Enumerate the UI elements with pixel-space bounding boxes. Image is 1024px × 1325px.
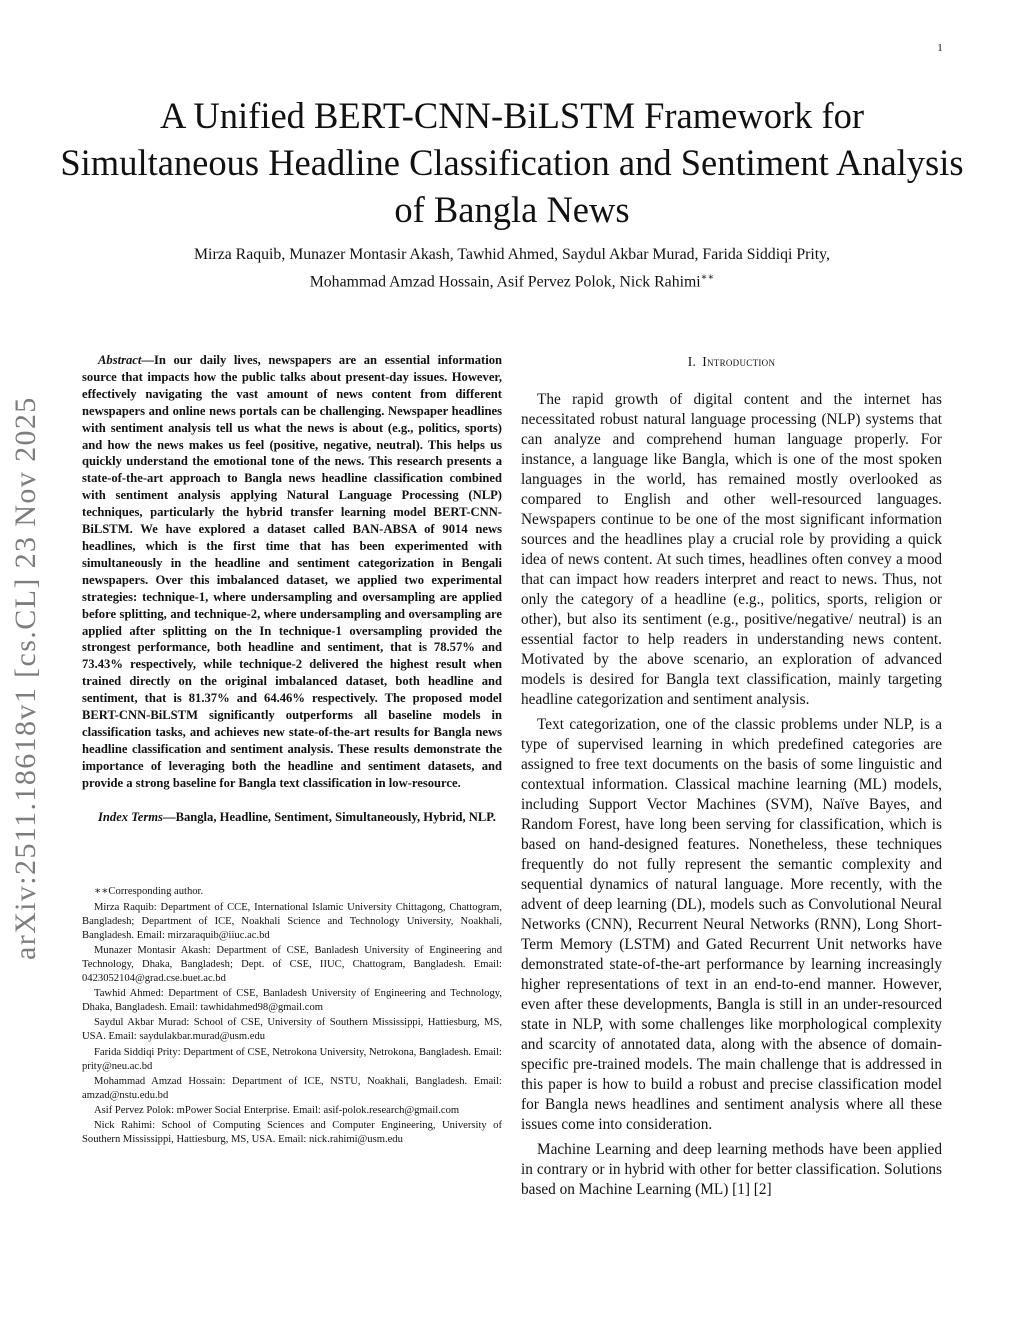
section-title: Introduction [702,354,776,369]
footnote-affiliation: Nick Rahimi: School of Computing Sciences and Computer Engineering, University of Southern Mississippi, Hattiesburg, MS, USA. Email: nick.rahimi@usm.edu [82,1119,502,1146]
intro-paragraph: Text categorization, one of the classic problems under NLP, is a type of supervised learning in which predefined categories are assigned to free text documents on the basis of some linguistic and contextual information. Classical machine learning (ML) models, including Support Vector Machines (SVM), Naïve Bayes, and Random Forest, have long been serving for classification, which is based on hand-designed features. Nonetheless, these techniques frequently do not fully represent the semantic complexity and sequential dynamics of natural language. More recently, with the advent of deep learning (DL), models such as Convolutional Neural Networks (CNN), Recurrent Neural Networks (RNN), Long Short-Term Memory (LSTM) and Gated Recurrent Unit networks have demonstrated state-of-the-art performance by learning increasingly higher representations of text in an end-to-end manner. However, even after these developments, Bangla is still in an under-resourced state in NLP, with some challenges like morphological complexity and scarcity of annotated data, along with the absence of domain-specific pre-trained models. The main challenge that is addressed in this paper is how to build a robust and precise classification model for Bangla news headlines and sentiment analysis where all these issues come into consideration. [521,716,942,1133]
index-terms-lead: Index Terms [98,809,163,824]
right-column [521,350,942,1205]
arxiv-identifier-stamp: arXiv:2511.18618v1 [cs.CL] 23 Nov 2025 [9,396,42,960]
footnote-affiliation: Saydul Akbar Murad: School of CSE, University of Southern Mississippi, Hattiesburg, MS, USA. Email: saydulakbar.murad@usm.edu [82,1017,502,1043]
section-number: I. [687,354,697,369]
section-heading-introduction [521,352,942,372]
abstract [82,352,502,792]
author-line-2-names: Mohammad Amzad Hossain, Asif Pervez Polok, Nick Rahimi [309,273,701,291]
corresponding-author-mark: ∗∗ [700,272,715,283]
footnote-affiliation: Tawhid Ahmed: Department of CSE, Banladesh University of Engineering and Technology, Dhaka, Bangladesh. Email: tawhidahmed98@gmail.com [82,988,502,1014]
footnote-affiliation: Asif Pervez Polok: mPower Social Enterprise. Email: asif-polok.research@gmail.com [94,1104,460,1116]
intro-paragraph: The rapid growth of digital content and the internet has necessitated robust natural language processing (NLP) systems that can analyze and comprehend human language properly. For instance, a language like Bangla, which is one of the most spoken languages in the world, has remained mostly overlooked as compared to English and other well-resourced languages. Newspapers continue to be one of the most significant information sources and the headlines play a crucial role by providing a quick idea of news content. At such times, headlines often convey a mood that can impact how readers interpret and react to news. Thus, not only the category of a headline (e.g., politics, sports, religion or other), but also its sentiment (e.g., positive/negative/ neutral) is an essential factor to help readers in understanding news content. Motivated by the above scenario, an exploration of advanced models is desired for Bangla text classification, mainly targeting headline categorization and sentiment analysis. [521,391,942,708]
footnote-affiliation: Mirza Raquib: Department of CCE, International Islamic University Chittagong, Chattogram, Bangladesh; Department of ICE, Noakhali Science and Technology University, Noakhali, Bangladesh. Email: mirzaraquib@iiuc.ac.bd [82,901,502,941]
index-terms [82,809,502,826]
footnote-corresponding: ∗∗Corresponding author. [94,886,204,898]
page-number: 1 [937,42,943,54]
footnote-affiliation: Munazer Montasir Akash: Department of CSE, Banladesh University of Engineering and Technology, Dhaka, Bangladesh; Dept. of CSE, IIUC, Chattogram, Bangladesh. Email: 0423052104@grad.cse.buet.ac.bd [82,944,502,985]
index-terms-text: —Bangla, Headline, Sentiment, Simultaneously, Hybrid, NLP. [162,809,496,824]
author-list [80,243,944,293]
footnote-affiliation: Mohammad Amzad Hossain: Department of ICE, NSTU, Noakhali, Bangladesh. Email: amzad@nstu.edu.bd [82,1075,502,1101]
intro-paragraph: Machine Learning and deep learning methods have been applied in contrary or in hybrid with other for better classification. Solutions based on Machine Learning (ML) [1] [2] [521,1141,942,1198]
paper-title: A Unified BERT-CNN-BiLSTM Framework for Simultaneous Headline Classification and Sentiment Analysis of Bangla News [60,95,964,230]
abstract-lead: Abstract [98,353,142,367]
footnote-affiliation: Farida Siddiqi Prity: Department of CSE, Netrokona University, Netrokona, Bangladesh. Email: prity@neu.ac.bd [82,1046,502,1072]
author-line-2 [80,266,944,293]
abstract-text: —In our daily lives, newspapers are an essential information source that impacts how the public talks about present-day issues. However, effectively navigating the vast amount of news content from different newspapers and online news portals can be challenging. Newspaper headlines with sentiment analysis tell us what the news is about (e.g., politics, sports) and how the news makes us feel (positive, negative, neutral). This helps us quickly understand the emotional tone of the news. This research presents a state-of-the-art approach to Bangla news headline classification combined with sentiment analysis applying Natural Language Processing (NLP) techniques, particularly the hybrid transfer learning model BERT-CNN-BiLSTM. We have explored a dataset called BAN-ABSA of 9014 news headlines, which is the first time that has been experimented with simultaneously in the headline and sentiment categorization in Bengali newspapers. Over this imbalanced dataset, we applied two experimental strategies: technique-1, where undersampling and oversampling are applied before splitting, and technique-2, where undersampling and oversampling are applied after splitting on the In technique-1 oversampling provided the strongest performance, both headline and sentiment, that is 78.57% and 73.43% respectively, while technique-2 delivered the highest result when trained directly on the original imbalanced dataset, both headline and sentiment, that is 81.37% and 64.46% respectively. The proposed model BERT-CNN-BiLSTM significantly outperforms all baseline models in classification tasks, and achieves new state-of-the-art results for Bangla news headline classification and sentiment analysis. These results demonstrate the importance of leveraging both the headline and sentiment datasets, and provide a strong baseline for Bangla text classification in low-resource. [82,353,502,790]
footnotes [82,885,502,1147]
left-column [82,350,502,1148]
author-line-1: Mirza Raquib, Munazer Montasir Akash, Tawhid Ahmed, Saydul Akbar Murad, Farida Siddiqi Prity, [194,246,830,263]
